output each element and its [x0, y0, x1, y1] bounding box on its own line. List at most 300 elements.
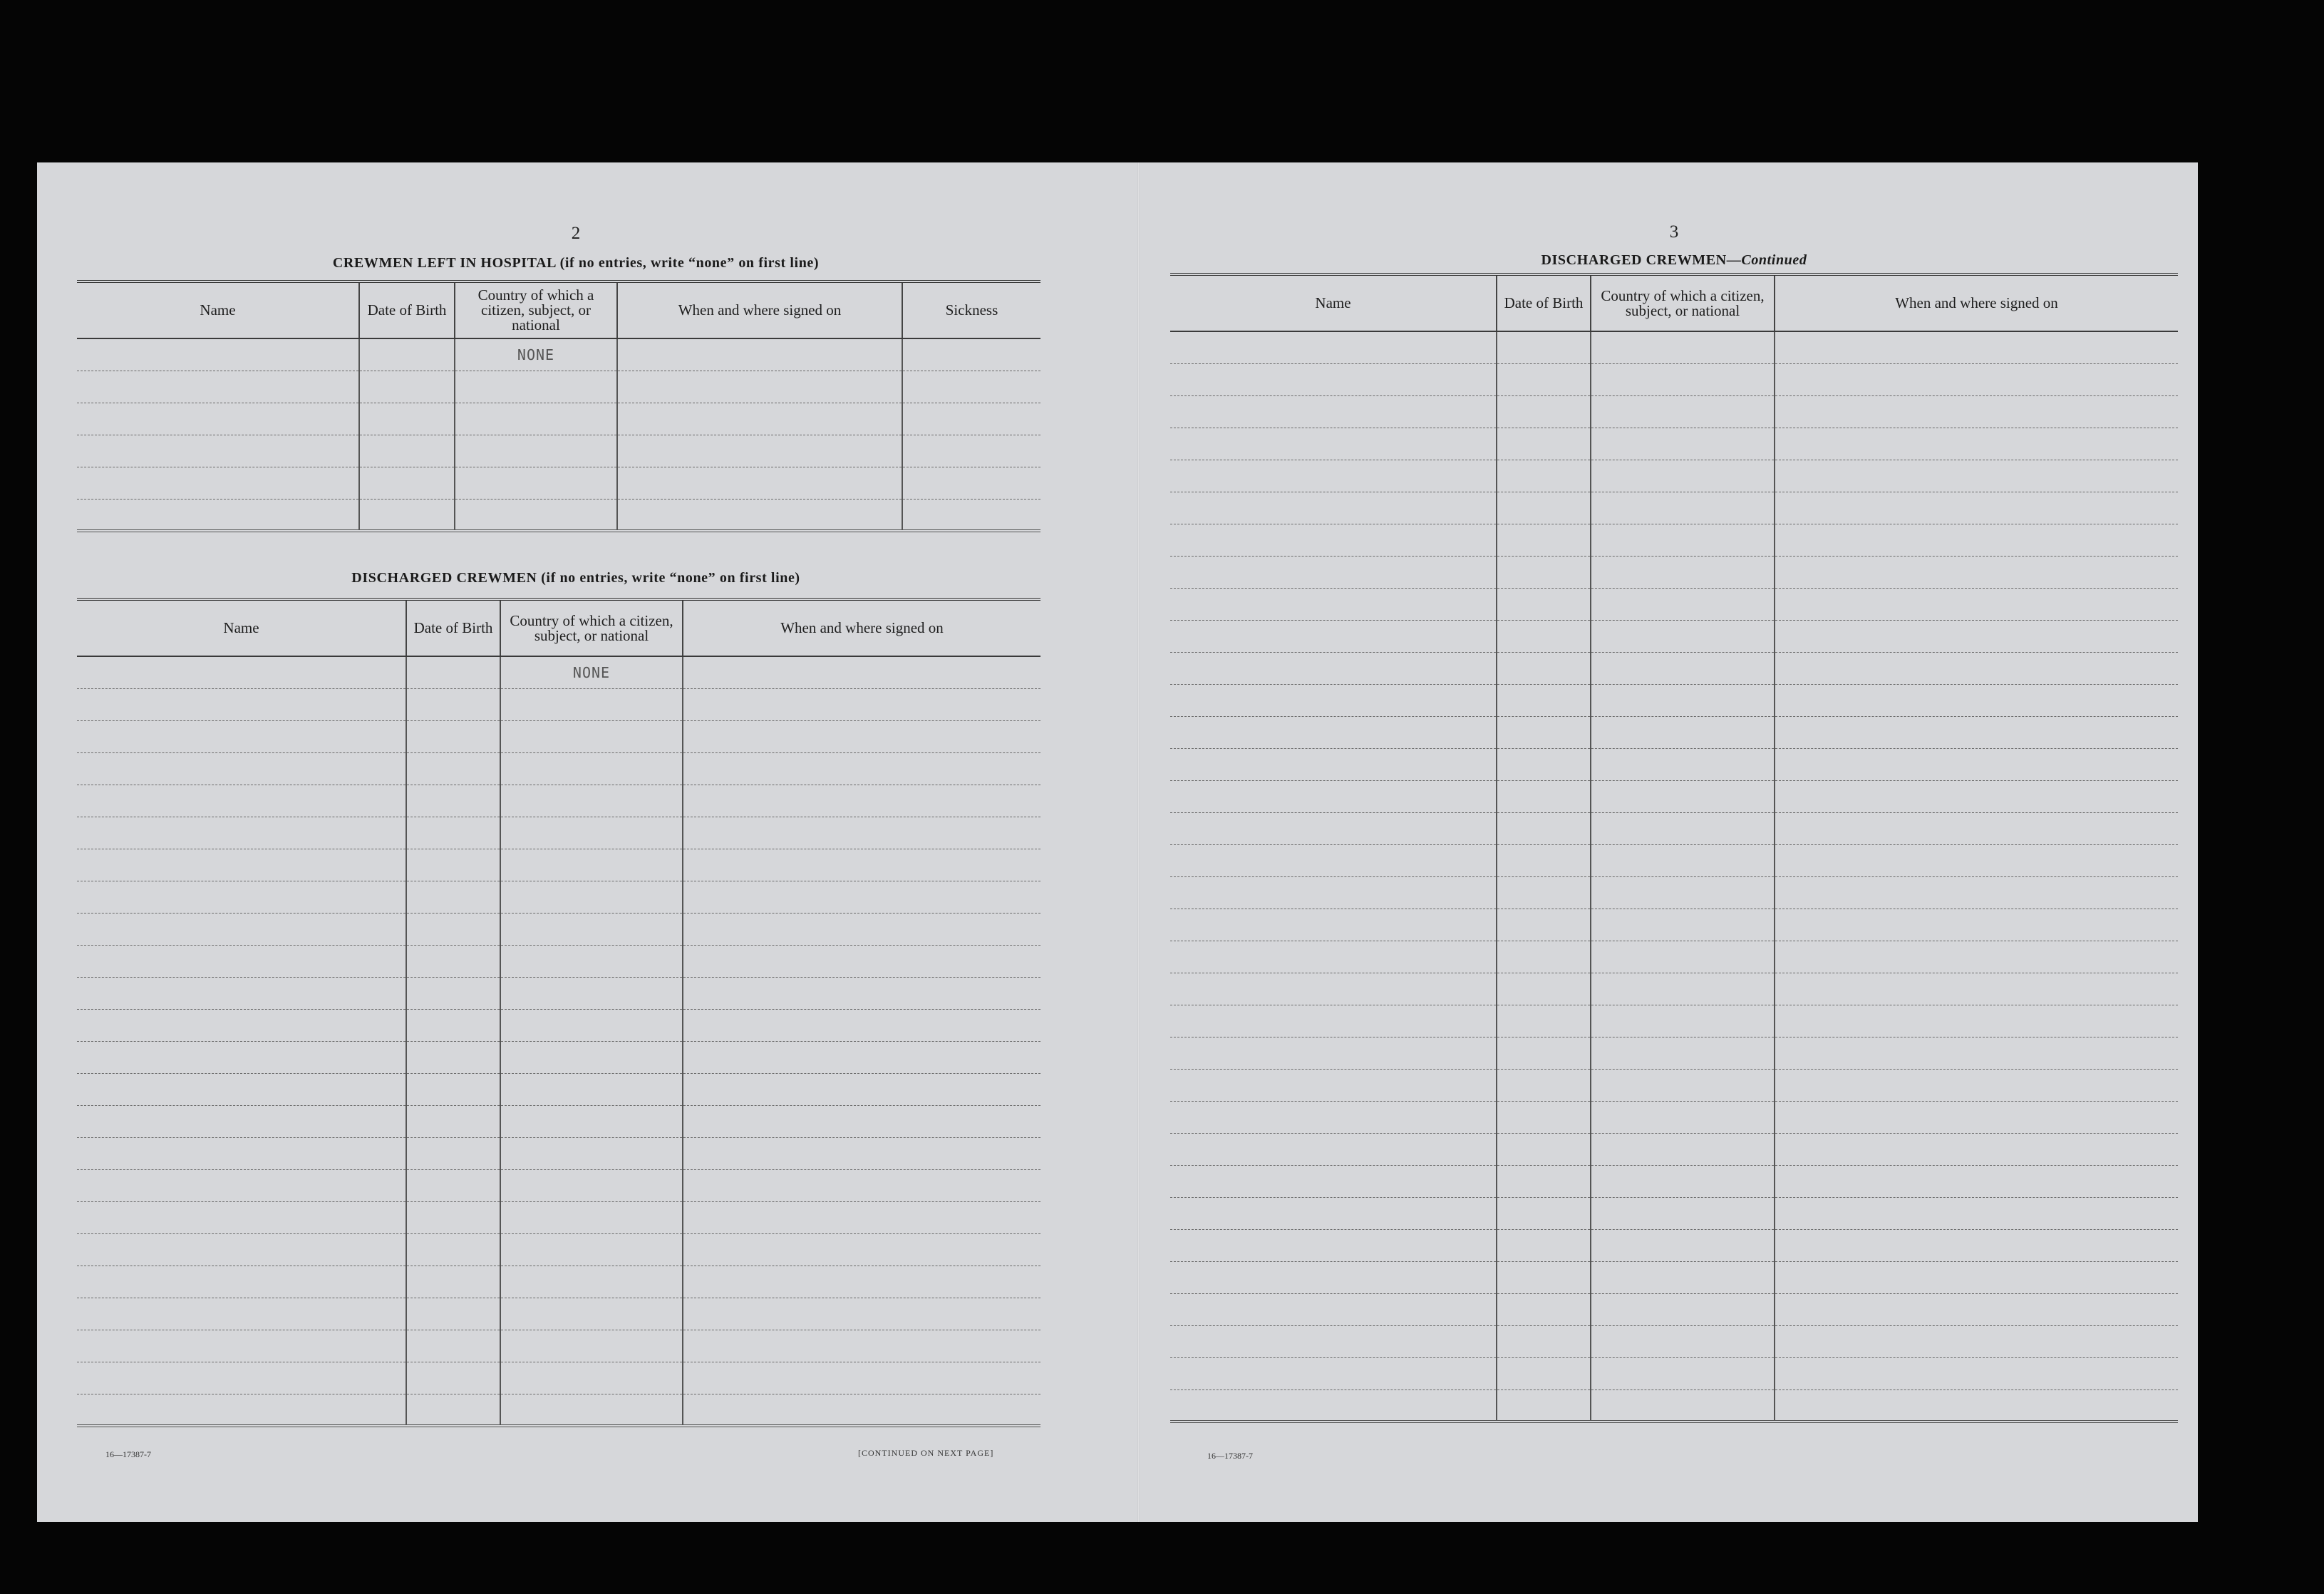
table-row — [77, 1041, 1040, 1073]
table-cell — [500, 849, 683, 881]
table-cell — [1497, 1229, 1591, 1261]
table-cell — [406, 1201, 500, 1233]
table-cell — [1775, 1069, 2178, 1101]
table-cell — [683, 1137, 1040, 1169]
table-cell — [500, 1298, 683, 1330]
table-cell — [1170, 876, 1497, 909]
table-row — [1170, 524, 2178, 556]
table-cell — [1170, 812, 1497, 844]
table-cell — [455, 467, 617, 499]
table-row — [1170, 652, 2178, 684]
table-cell — [1170, 909, 1497, 941]
table-cell — [1775, 1293, 2178, 1325]
table-cell — [77, 435, 359, 467]
table-cell — [1775, 492, 2178, 524]
table-row — [77, 1009, 1040, 1041]
table-cell — [1170, 1069, 1497, 1101]
table-row — [77, 785, 1040, 817]
table-cell — [683, 1330, 1040, 1362]
table-cell — [1591, 1229, 1775, 1261]
discharged-note: (if no entries, write “none” on first line) — [541, 570, 800, 586]
table-cell — [1497, 876, 1591, 909]
table-cell — [406, 752, 500, 785]
table-cell — [1775, 395, 2178, 428]
table-row — [1170, 780, 2178, 812]
table-cell — [1591, 652, 1775, 684]
table-cell — [1170, 331, 1497, 363]
table-row — [1170, 556, 2178, 588]
table-cell — [1775, 973, 2178, 1005]
table-cell — [1170, 780, 1497, 812]
table-cell — [683, 720, 1040, 752]
table-cell — [1497, 780, 1591, 812]
table-cell — [1170, 1165, 1497, 1197]
table-cell — [1775, 620, 2178, 652]
table-cell — [1497, 941, 1591, 973]
table-cell — [455, 371, 617, 403]
table-cell — [1591, 1101, 1775, 1133]
table-row — [1170, 1325, 2178, 1357]
table-cell — [1497, 1037, 1591, 1069]
table-cell — [1170, 652, 1497, 684]
table-cell — [617, 338, 902, 371]
table-cell — [1170, 844, 1497, 876]
table-row — [77, 435, 1040, 467]
table-cell — [406, 1362, 500, 1394]
table-cell — [1497, 1261, 1591, 1293]
table-cell — [77, 1169, 406, 1201]
table-cell — [683, 1298, 1040, 1330]
table-cell — [406, 688, 500, 720]
table-cell — [1497, 1293, 1591, 1325]
table-row — [1170, 973, 2178, 1005]
table-cell — [1170, 1357, 1497, 1389]
table-row — [1170, 1037, 2178, 1069]
table-cell — [77, 945, 406, 977]
table-cell — [455, 499, 617, 531]
table-cell — [1497, 1389, 1591, 1422]
table-cell — [500, 1394, 683, 1426]
table-cell — [406, 1073, 500, 1105]
table-row — [1170, 460, 2178, 492]
table-cell — [1591, 556, 1775, 588]
table-cell — [1170, 524, 1497, 556]
table-cell — [77, 785, 406, 817]
table-cell — [1497, 1325, 1591, 1357]
table-cell — [902, 435, 1040, 467]
table-cell — [1775, 1165, 2178, 1197]
table-row — [77, 1169, 1040, 1201]
table-cell — [1497, 620, 1591, 652]
table-cell — [500, 1330, 683, 1362]
table-row — [77, 403, 1040, 435]
table-cell — [617, 499, 902, 531]
table-cell — [1775, 460, 2178, 492]
table-cell — [617, 467, 902, 499]
table-cell — [77, 817, 406, 849]
table-cell — [1497, 588, 1591, 620]
table-cell — [77, 1394, 406, 1426]
table-cell — [359, 371, 455, 403]
table-cell — [1591, 941, 1775, 973]
table-cell — [1775, 524, 2178, 556]
table-cell — [500, 1105, 683, 1137]
header-row — [77, 281, 1040, 338]
table-cell — [406, 1041, 500, 1073]
table-row — [1170, 941, 2178, 973]
table-cell — [359, 403, 455, 435]
table-cell — [1170, 1261, 1497, 1293]
table-cell — [406, 1298, 500, 1330]
table-cell — [77, 1233, 406, 1266]
table-cell — [683, 1394, 1040, 1426]
table-cell — [1775, 1133, 2178, 1165]
table-cell — [683, 945, 1040, 977]
table-cell — [1591, 1165, 1775, 1197]
table-row — [1170, 1389, 2178, 1422]
table-cell — [1591, 363, 1775, 395]
table-row — [77, 945, 1040, 977]
table-cell — [902, 467, 1040, 499]
table-cell — [1775, 428, 2178, 460]
header-row — [1170, 274, 2178, 331]
table-cell — [500, 688, 683, 720]
table-cell — [1497, 556, 1591, 588]
discharged-table — [77, 598, 1040, 1427]
table-cell — [406, 1105, 500, 1137]
table-cell — [1591, 331, 1775, 363]
table-cell — [1775, 941, 2178, 973]
table-row — [77, 752, 1040, 785]
table-cell — [1591, 395, 1775, 428]
column-header: Country of which a citizen, subject, or national — [455, 281, 617, 338]
column-header: Name — [1170, 274, 1497, 331]
hospital-note: (if no entries, write “none” on first line) — [559, 255, 820, 271]
table-cell — [683, 1169, 1040, 1201]
table-cell — [1170, 1133, 1497, 1165]
table-cell — [1775, 1357, 2178, 1389]
page-number: 2 — [571, 224, 581, 243]
table-cell — [1591, 1133, 1775, 1165]
table-row — [77, 1073, 1040, 1105]
table-cell — [1775, 1197, 2178, 1229]
table-cell — [406, 1330, 500, 1362]
table-cell — [1591, 460, 1775, 492]
table-cell — [1591, 620, 1775, 652]
document-sheet — [37, 162, 2198, 1522]
column-header: Country of which a citizen, subject, or national — [500, 599, 683, 656]
column-header: Sickness — [902, 281, 1040, 338]
table-cell — [1591, 812, 1775, 844]
column-header: When and where signed on — [617, 281, 902, 338]
table-cell — [1775, 1389, 2178, 1422]
table-cell — [1170, 941, 1497, 973]
table-cell — [500, 1137, 683, 1169]
table-row — [1170, 492, 2178, 524]
table-cell — [359, 499, 455, 531]
table-cell — [1591, 1325, 1775, 1357]
table-cell — [406, 1009, 500, 1041]
table-cell — [683, 1233, 1040, 1266]
table-cell — [500, 752, 683, 785]
table-cell — [683, 1201, 1040, 1233]
table-cell — [1591, 780, 1775, 812]
table-cell — [1497, 331, 1591, 363]
table-cell — [1497, 1197, 1591, 1229]
table-cell: NONE — [500, 656, 683, 688]
table-cell — [683, 752, 1040, 785]
table-cell — [500, 881, 683, 913]
table-row — [1170, 844, 2178, 876]
table-cell — [1497, 716, 1591, 748]
table-cell — [1497, 1165, 1591, 1197]
table-cell — [683, 817, 1040, 849]
table-cell — [500, 913, 683, 945]
table-cell — [1497, 395, 1591, 428]
table-row — [77, 656, 1040, 688]
column-header: Date of Birth — [406, 599, 500, 656]
discharged-continued-table — [1170, 273, 2178, 1423]
table-cell — [500, 1073, 683, 1105]
table-cell — [1497, 1101, 1591, 1133]
table-cell — [683, 1073, 1040, 1105]
table-cell — [1170, 1197, 1497, 1229]
table-cell — [500, 1169, 683, 1201]
table-row — [77, 817, 1040, 849]
table-row — [1170, 876, 2178, 909]
table-cell — [683, 849, 1040, 881]
table-cell — [1591, 1293, 1775, 1325]
table-cell — [500, 1041, 683, 1073]
column-header: Date of Birth — [359, 281, 455, 338]
table-row — [1170, 1005, 2178, 1037]
table-cell — [683, 977, 1040, 1009]
table-cell — [500, 1233, 683, 1266]
table-row — [77, 977, 1040, 1009]
table-cell — [1775, 1037, 2178, 1069]
discharged-title: DISCHARGED CREWMEN — [351, 570, 537, 586]
table-cell — [406, 881, 500, 913]
table-cell — [683, 688, 1040, 720]
table-cell — [77, 1137, 406, 1169]
form-code: 16—17387-7 — [105, 1449, 151, 1459]
table-cell — [1591, 1069, 1775, 1101]
table-cell — [1775, 748, 2178, 780]
table-cell — [1775, 684, 2178, 716]
table-cell — [683, 1266, 1040, 1298]
table-cell — [77, 1041, 406, 1073]
table-cell — [77, 913, 406, 945]
page-number: 3 — [1669, 222, 1679, 242]
table-cell — [77, 1362, 406, 1394]
table-row — [1170, 1197, 2178, 1229]
table-cell — [1591, 844, 1775, 876]
table-cell — [500, 720, 683, 752]
hospital-title: CREWMEN LEFT IN HOSPITAL — [332, 255, 557, 271]
header-row — [77, 599, 1040, 656]
table-row — [1170, 684, 2178, 716]
table-cell — [1775, 1325, 2178, 1357]
table-cell — [77, 1201, 406, 1233]
table-cell — [406, 1394, 500, 1426]
table-cell — [1170, 1101, 1497, 1133]
table-row — [1170, 1133, 2178, 1165]
table-cell — [1775, 812, 2178, 844]
table-row — [1170, 748, 2178, 780]
table-cell — [1497, 748, 1591, 780]
table-cell — [77, 371, 359, 403]
table-cell — [77, 720, 406, 752]
right-page — [1170, 162, 2178, 1522]
form-code: 16—17387-7 — [1207, 1451, 1253, 1461]
table-cell — [1591, 524, 1775, 556]
table-cell — [1497, 812, 1591, 844]
table-row — [77, 913, 1040, 945]
table-cell — [77, 1073, 406, 1105]
table-cell — [1775, 588, 2178, 620]
table-row — [77, 371, 1040, 403]
table-cell — [1170, 1389, 1497, 1422]
table-row — [77, 1330, 1040, 1362]
table-cell — [1497, 1133, 1591, 1165]
table-cell — [500, 1362, 683, 1394]
column-header: Name — [77, 599, 406, 656]
table-cell — [1775, 1005, 2178, 1037]
table-row — [77, 1105, 1040, 1137]
table-cell — [1170, 748, 1497, 780]
continued-note: [CONTINUED ON NEXT PAGE] — [858, 1448, 994, 1458]
table-cell — [500, 945, 683, 977]
table-row — [77, 1298, 1040, 1330]
table-cell — [1170, 973, 1497, 1005]
table-cell — [406, 817, 500, 849]
column-header: Date of Birth — [1497, 274, 1591, 331]
table-row — [1170, 1261, 2178, 1293]
table-cell — [1591, 1389, 1775, 1422]
table-cell — [902, 371, 1040, 403]
table-cell — [1775, 652, 2178, 684]
table-cell — [406, 913, 500, 945]
table-cell — [1775, 331, 2178, 363]
table-row — [1170, 909, 2178, 941]
table-cell — [1591, 492, 1775, 524]
table-cell — [1170, 556, 1497, 588]
table-cell — [1497, 844, 1591, 876]
table-cell — [1497, 909, 1591, 941]
table-cell — [617, 371, 902, 403]
table-cell — [500, 817, 683, 849]
table-cell — [1497, 1357, 1591, 1389]
table-cell — [77, 403, 359, 435]
table-cell — [1775, 556, 2178, 588]
table-cell — [1591, 684, 1775, 716]
table-row — [1170, 363, 2178, 395]
table-cell — [359, 338, 455, 371]
table-cell — [1170, 492, 1497, 524]
table-cell — [77, 656, 406, 688]
table-row — [1170, 1293, 2178, 1325]
table-cell — [1591, 1357, 1775, 1389]
table-cell — [77, 1105, 406, 1137]
table-row — [77, 1394, 1040, 1426]
table-row — [77, 499, 1040, 531]
table-cell — [406, 656, 500, 688]
table-cell — [406, 785, 500, 817]
table-cell — [1170, 1293, 1497, 1325]
left-page — [77, 162, 1075, 1522]
table-cell — [77, 338, 359, 371]
table-cell — [1591, 973, 1775, 1005]
table-cell — [455, 403, 617, 435]
table-cell — [1497, 1005, 1591, 1037]
table-row — [1170, 331, 2178, 363]
table-cell — [1591, 588, 1775, 620]
table-row — [77, 1362, 1040, 1394]
table-cell — [500, 1266, 683, 1298]
table-cell — [77, 977, 406, 1009]
column-header: When and where signed on — [683, 599, 1040, 656]
table-cell — [1775, 844, 2178, 876]
table-cell — [683, 1105, 1040, 1137]
table-row — [1170, 1357, 2178, 1389]
discharged-continued-title: DISCHARGED CREWMEN— — [1541, 252, 1742, 268]
table-cell — [683, 881, 1040, 913]
table-cell — [1170, 1005, 1497, 1037]
column-header: Country of which a citizen, subject, or national — [1591, 274, 1775, 331]
table-cell — [406, 1169, 500, 1201]
table-cell — [1775, 876, 2178, 909]
table-cell — [1775, 1229, 2178, 1261]
table-cell — [902, 403, 1040, 435]
table-cell — [683, 1041, 1040, 1073]
table-cell — [1170, 460, 1497, 492]
continued-label: Continued — [1741, 252, 1807, 268]
table-cell — [77, 881, 406, 913]
table-cell — [77, 1266, 406, 1298]
table-row — [1170, 428, 2178, 460]
table-row — [1170, 588, 2178, 620]
table-row — [77, 849, 1040, 881]
table-row — [77, 688, 1040, 720]
table-cell — [1775, 909, 2178, 941]
table-cell — [1497, 973, 1591, 1005]
table-cell — [1497, 460, 1591, 492]
table-cell — [1591, 1261, 1775, 1293]
table-row — [1170, 812, 2178, 844]
table-cell — [902, 338, 1040, 371]
hospital-section-title — [77, 255, 1075, 271]
table-cell — [1591, 1037, 1775, 1069]
table-cell — [1170, 620, 1497, 652]
center-fold — [1137, 162, 1140, 1522]
table-row — [77, 720, 1040, 752]
table-cell — [1170, 1037, 1497, 1069]
table-cell — [683, 785, 1040, 817]
table-cell — [406, 849, 500, 881]
table-cell — [500, 1009, 683, 1041]
table-cell — [77, 467, 359, 499]
table-cell — [1775, 716, 2178, 748]
table-cell — [1591, 716, 1775, 748]
table-row — [1170, 1069, 2178, 1101]
table-cell — [1775, 1261, 2178, 1293]
table-row — [1170, 1101, 2178, 1133]
table-cell — [1497, 524, 1591, 556]
table-cell — [500, 785, 683, 817]
table-row — [77, 1266, 1040, 1298]
table-cell — [902, 499, 1040, 531]
table-cell — [1591, 1197, 1775, 1229]
